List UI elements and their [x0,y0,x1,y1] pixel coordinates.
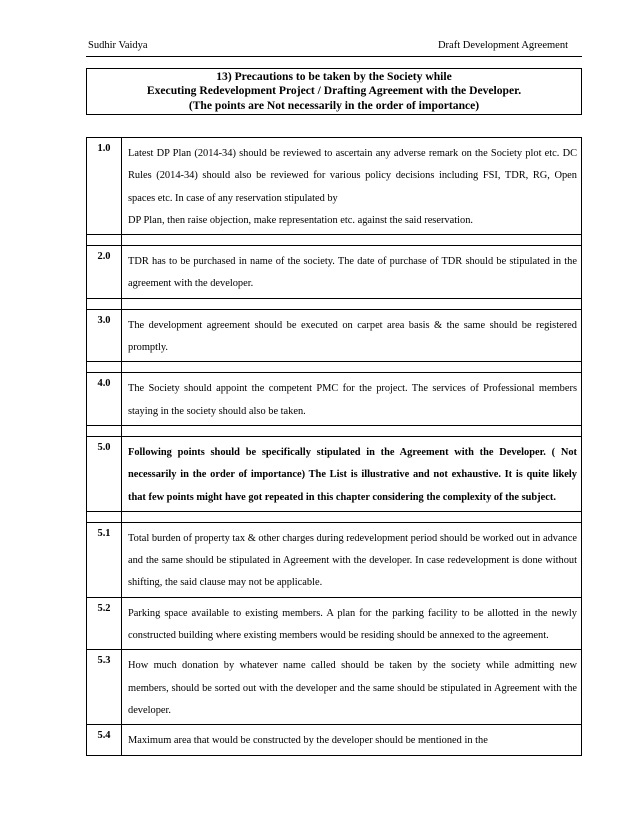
section-title-box [86,68,582,115]
spacer-row [87,511,582,522]
item-text: The development agreement should be executed on carpet area basis & the same should be registered promptly. [122,309,582,362]
section-title: 13) Precautions to be taken by the Society while [216,70,452,83]
item-text: The Society should appoint the competent PMC for the project. The services of Professional members staying in the society should also be taken. [122,373,582,426]
table-row [87,522,582,597]
section-subtitle: Executing Redevelopment Project / Drafting Agreement with the Developer. [146,84,522,98]
item-text: Following points should be specifically stipulated in the Agreement with the Developer. ( Not necessarily in the order of importance) The List is illustrative and not exhaustive. It is quite likely that few points might have got repeated in this chapter considering the complexity of the subject. [122,436,582,511]
table-row [87,373,582,426]
item-text: TDR has to be purchased in name of the society. The date of purchase of TDR should be stipulated in the agreement with the developer. [122,246,582,299]
spacer-row [87,425,582,436]
item-text: Parking space available to existing members. A plan for the parking facility to be allotted in the newly constructed building where existing members would be residing should be annexed to the agreement. [122,597,582,650]
table-row [87,138,582,235]
item-number: 5.3 [87,650,122,725]
spacer-row [87,235,582,246]
item-number: 5.0 [87,436,122,511]
item-number: 5.1 [87,522,122,597]
table-row [87,650,582,725]
item-number: 5.2 [87,597,122,650]
section-note: (The points are Not necessarily in the order of importance) [188,98,480,112]
item-text: Maximum area that would be constructed by the developer should be mentioned in the [122,725,582,755]
item-number: 1.0 [87,138,122,235]
item-text: How much donation by whatever name called should be taken by the society while admitting new members, should be sorted out with the developer and the same should be stipulated in Agreement with the developer. [122,650,582,725]
precautions-table [86,137,582,756]
table-row [87,597,582,650]
table-row [87,725,582,755]
header-rule [86,56,582,57]
header-doc-title: Draft Development Agreement [437,40,568,51]
item-number: 5.4 [87,725,122,755]
table-row [87,246,582,299]
item-number: 4.0 [87,373,122,426]
item-text [122,138,582,235]
table-row [87,436,582,511]
item-text-para: Latest DP Plan (2014-34) should be reviewed to ascertain any adverse remark on the Society plot etc. DC Rules (2014-34) should also be reviewed for various policy decisions including FSI, TDR, RG, Open spaces etc. In case of any reservation stipulated by [128,148,577,204]
item-number: 2.0 [87,246,122,299]
header-author: Sudhir Vaidya [88,40,148,51]
spacer-row [87,298,582,309]
item-text-para: DP Plan, then raise objection, make representation etc. against the said reservation. [128,214,473,226]
item-number: 3.0 [87,309,122,362]
table-row [87,309,582,362]
item-text: Total burden of property tax & other charges during redevelopment period should be worked out in advance and the same should be stipulated in Agreement with the developer. In case redevelopment is done without shifting, the said clause may not be applicable. [122,522,582,597]
spacer-row [87,362,582,373]
